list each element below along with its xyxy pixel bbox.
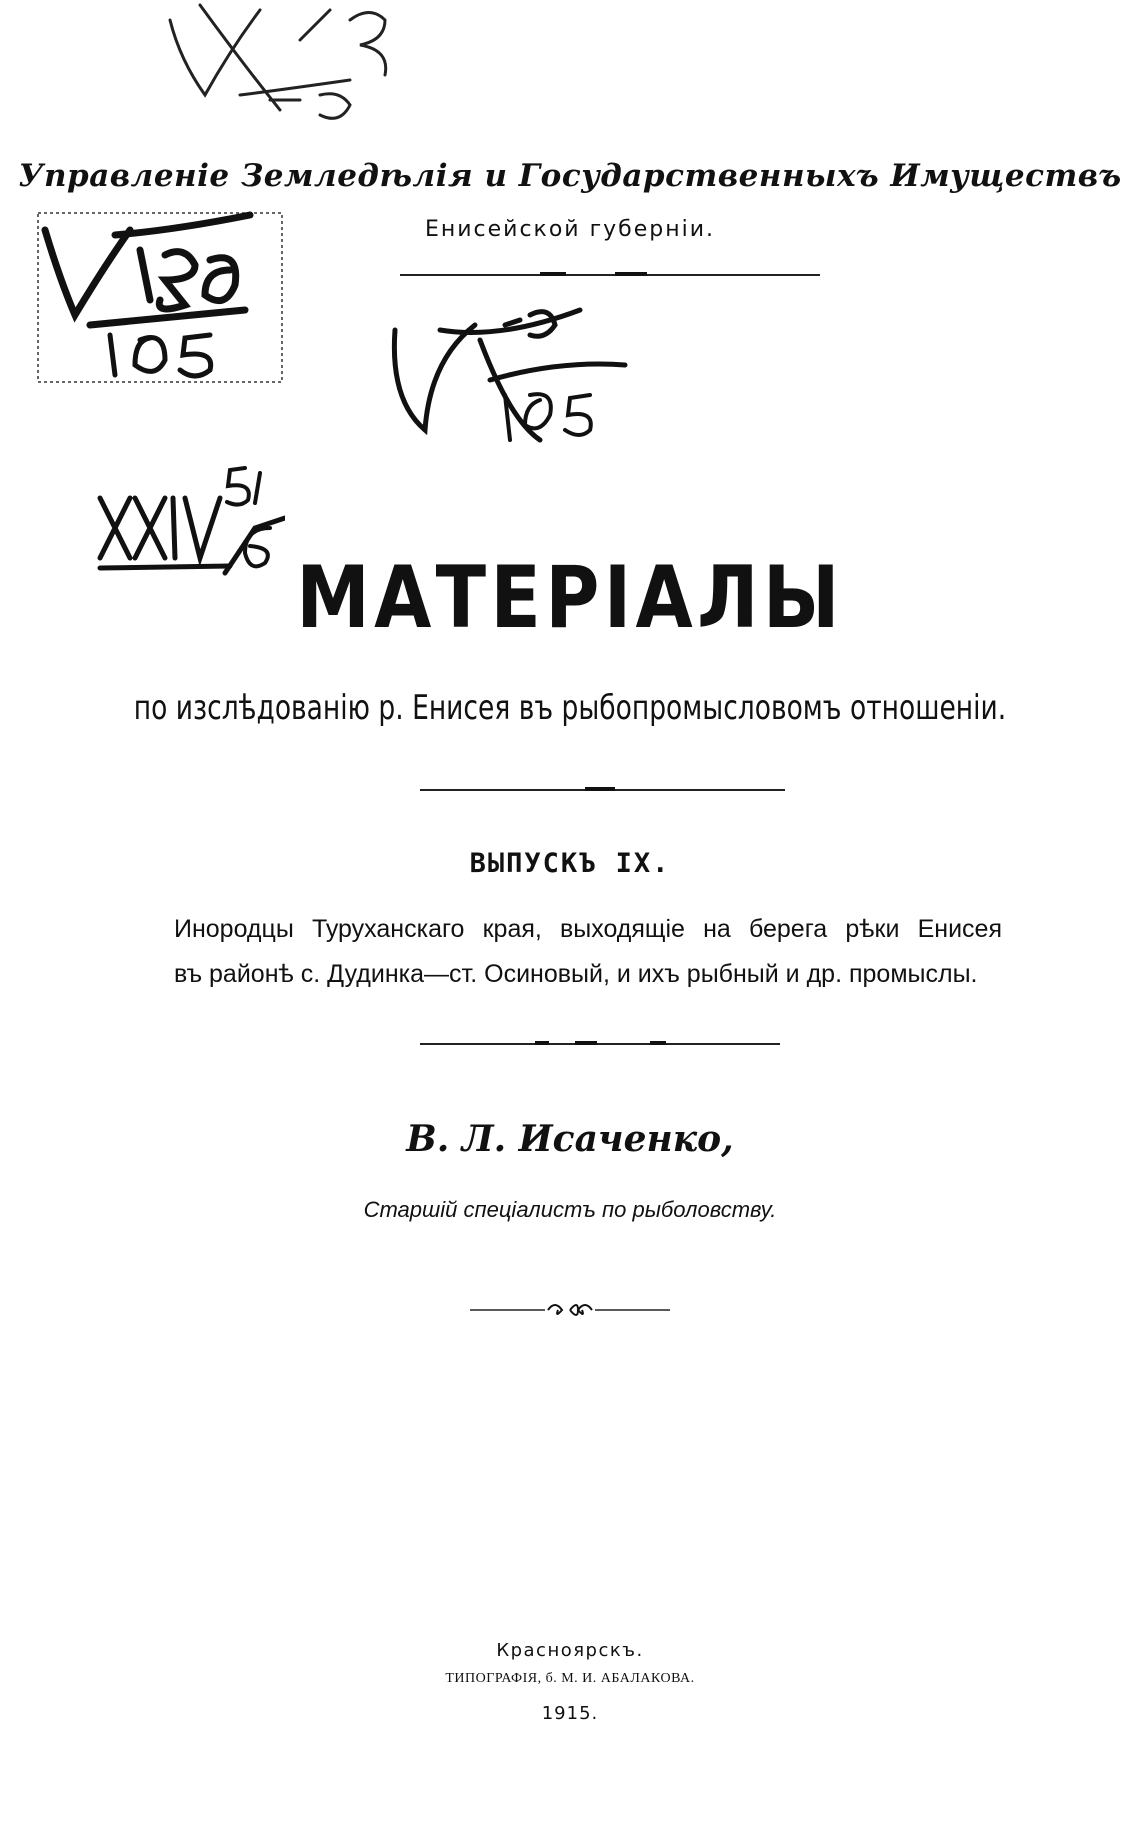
author-role: Старшій спеціалистъ по рыболовству. <box>363 1197 777 1222</box>
department-heading: Управленіе Земледѣлія и Государственныхъ Имуществъ <box>18 158 1122 194</box>
issue-number: ВЫПУСКЪ IX. <box>469 848 671 879</box>
subtitle: по изслѣдованію р. Енисея въ рыбопромысловомъ отношеніи. <box>133 688 1007 728</box>
handwritten-shelfmark-center <box>380 300 630 450</box>
main-title: МАТЕРІАЛЫ <box>296 548 844 648</box>
author-name: В. Л. Исаченко, <box>406 1118 734 1160</box>
imprint-city: Красноярскъ. <box>496 1640 644 1661</box>
description-line-2: въ районѣ с. Дудинка—ст. Осиновый, и ихъ рыбный и др. промыслы. <box>174 960 978 988</box>
imprint-printer: ТИПОГРАФІЯ, б. М. И. АБАЛАКОВА. <box>445 1671 695 1686</box>
handwritten-shelfmark-top <box>150 0 430 130</box>
scroll-ornament-divider <box>470 1298 670 1322</box>
province-heading: Енисейской губерніи. <box>424 217 716 242</box>
description-line-1: Инородцы Туруханскаго края, выходящіе на берега рѣки Енисея <box>174 915 1002 943</box>
imprint-year: 1915. <box>541 1703 599 1724</box>
